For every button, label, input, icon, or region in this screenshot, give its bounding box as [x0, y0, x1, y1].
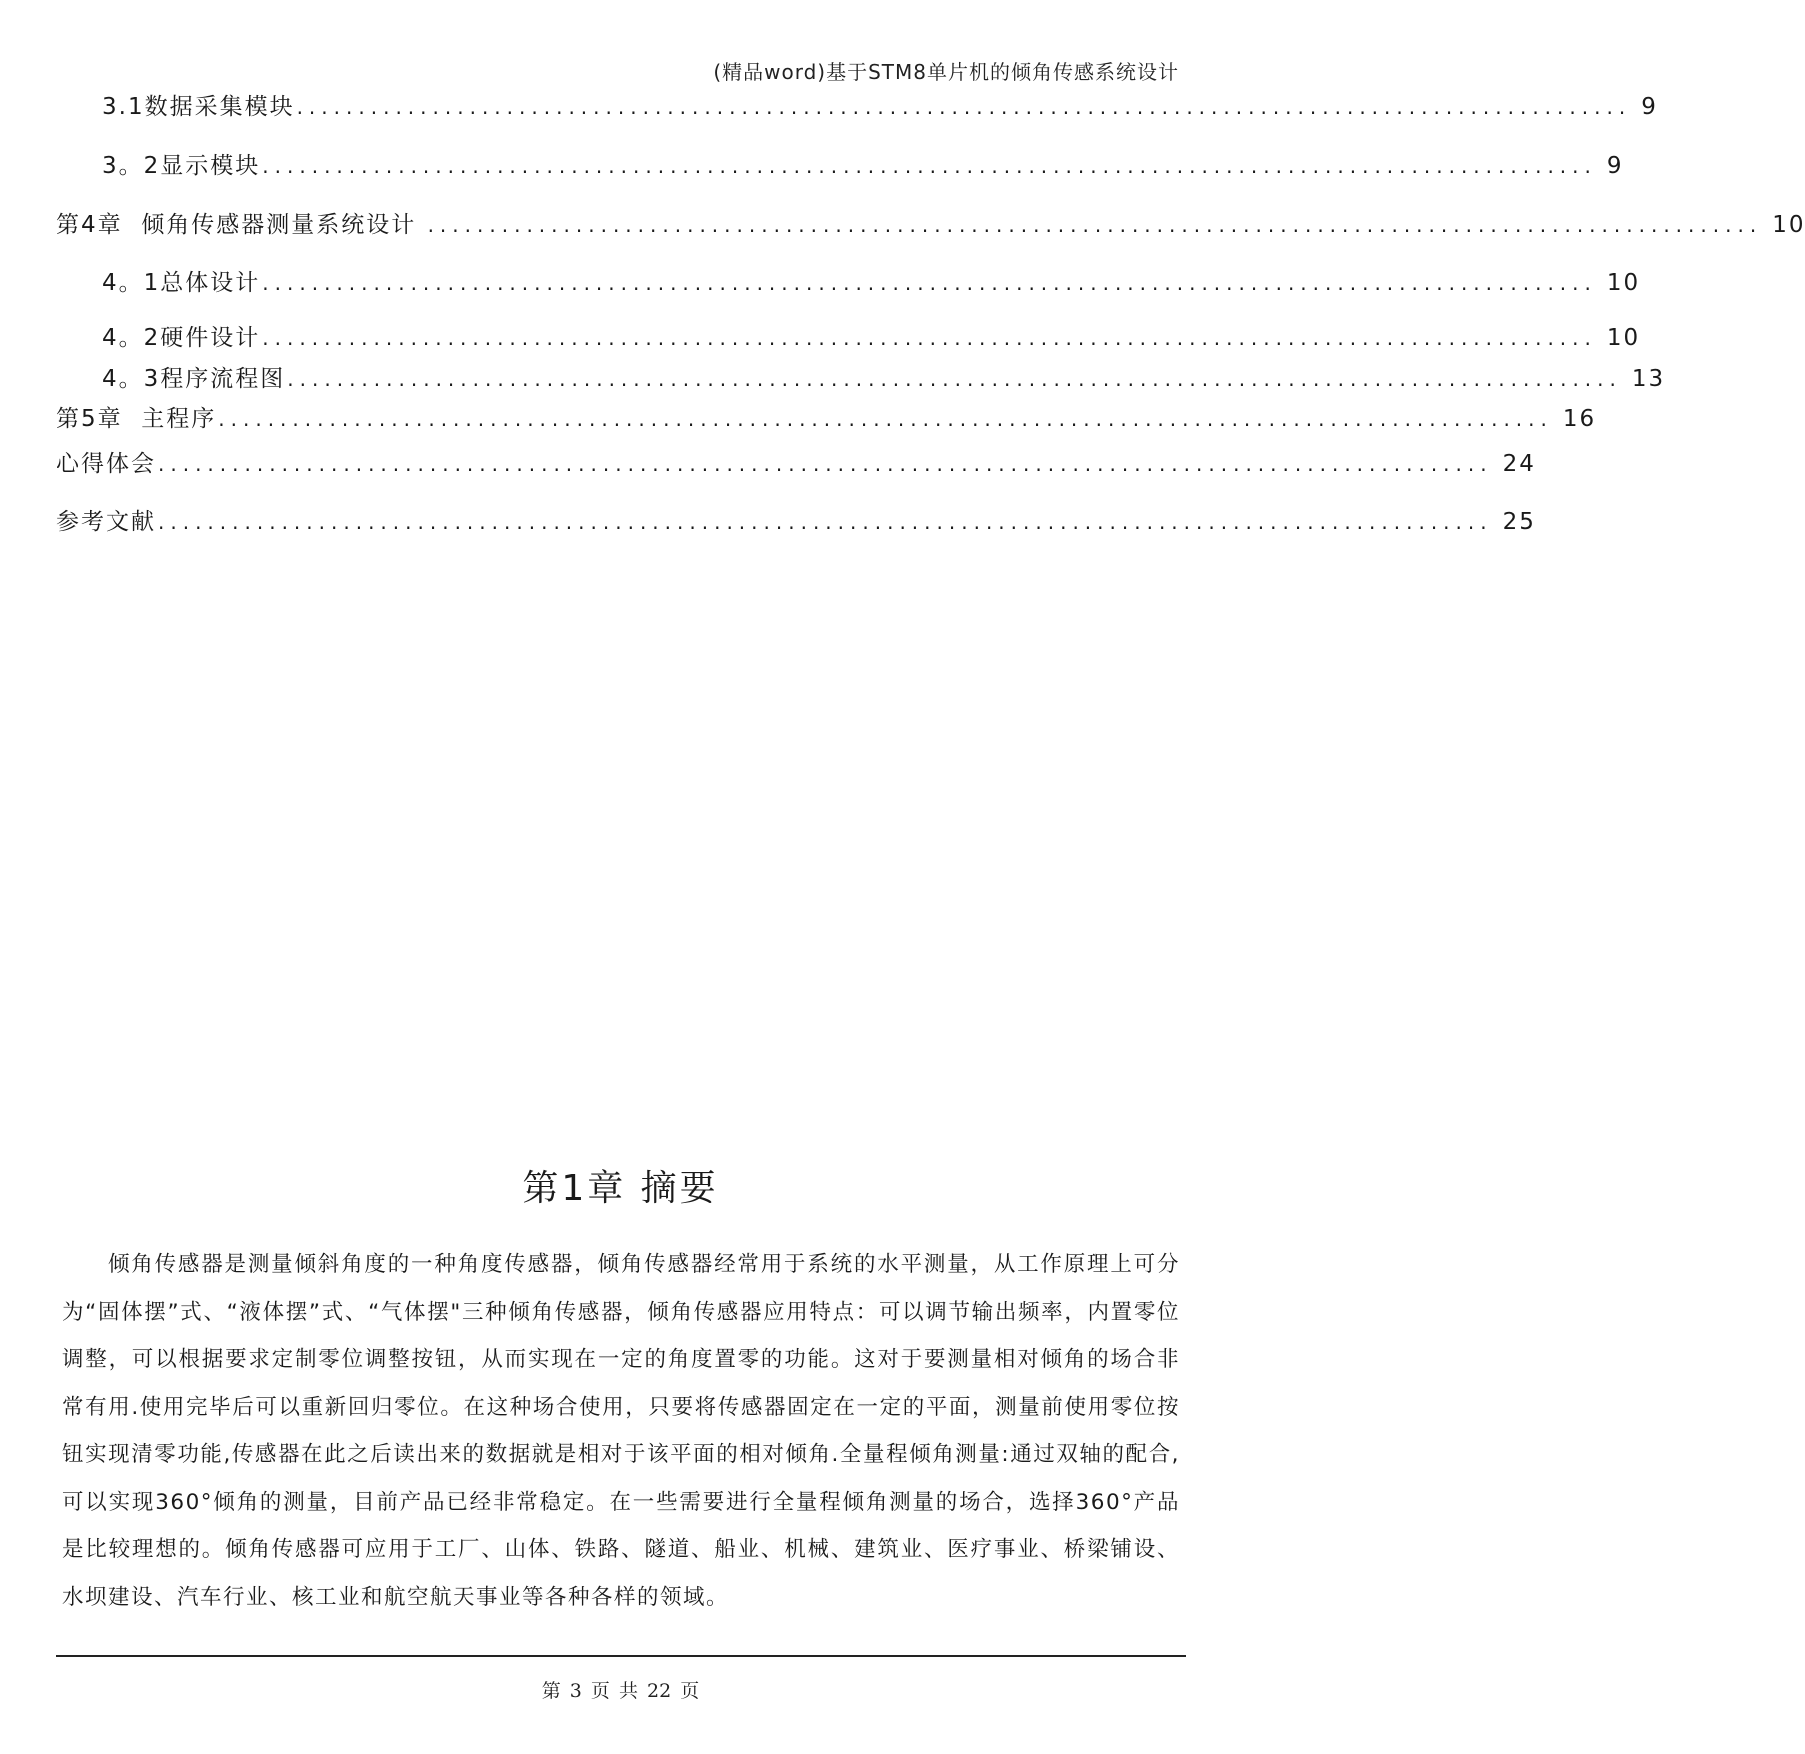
toc-leader-dots: ............................................................................................................: [296, 95, 1632, 119]
toc-entry-title: 4。3程序流程图: [102, 366, 286, 392]
toc-entry[interactable]: [102, 362, 1666, 396]
toc-entry-title: 4。1总体设计: [102, 270, 261, 296]
chapter-heading: 第1章 摘要: [522, 1168, 719, 1209]
toc-entry-title: 心得体会: [56, 451, 156, 477]
toc-leader-dots: ............................................................................................................: [427, 213, 1763, 237]
toc-leader-dots: ............................................................................................................: [262, 326, 1597, 350]
toc-entry-title: 第5章 主程序: [56, 406, 217, 432]
toc-entry[interactable]: [56, 402, 1597, 436]
toc-leader-dots: ............................................................................................................: [158, 452, 1493, 476]
toc-entry-page: 9: [1606, 153, 1624, 179]
toc-entry-page: 10: [1606, 270, 1641, 296]
toc-entry[interactable]: [56, 505, 1536, 539]
toc-entry-title: 3.1数据采集模块: [102, 94, 295, 120]
toc-entry-page: 10: [1772, 212, 1805, 238]
toc-leader-dots: ............................................................................................................: [218, 407, 1553, 431]
toc-leader-dots: ............................................................................................................: [262, 271, 1597, 295]
running-header: (精品word)基于STM8单片机的倾角传感系统设计: [713, 60, 1179, 84]
toc-entry-page: 24: [1502, 451, 1536, 477]
toc-entry-title: 参考文献: [56, 509, 156, 535]
toc-entry-title: 第4章 倾角传感器测量系统设计: [56, 212, 426, 238]
toc-entry-title: 4。2硬件设计: [102, 325, 261, 351]
abstract-paragraph: 倾角传感器是测量倾斜角度的一种角度传感器，倾角传感器经常用于系统的水平测量，从工作原理上可分为“固体摆”式、“液体摆”式、“气体摆"三种倾角传感器，倾角传感器应用特点：可以调节输出频率，内置零位调整，可以根据要求定制零位调整按钮，从而实现在一定的角度置零的功能。这对于要测量相对倾角的场合非常有用.使用完毕后可以重新回归零位。在这种场合使用，只要将传感器固定在一定的平面，测量前使用零位按钮实现清零功能,传感器在此之后读出来的数据就是相对于该平面的相对倾角.全量程倾角测量:通过双轴的配合,可以实现360°倾角的测量，目前产品已经非常稳定。在一些需要进行全量程倾角测量的场合，选择360°产品是比较理想的。倾角传感器可应用于工厂、山体、铁路、隧道、船业、机械、建筑业、医疗事业、桥梁铺设、水坝建设、汽车行业、核工业和航空航天事业等各种各样的领域。: [62, 1252, 1180, 1610]
toc-entry-page: 16: [1562, 406, 1597, 432]
toc-entry[interactable]: [102, 149, 1624, 183]
page-number-footer: 第 3 页 共 22 页: [541, 1680, 700, 1702]
toc-leader-dots: ............................................................................................................: [287, 367, 1622, 391]
toc-entry-page: 9: [1641, 94, 1658, 120]
toc-entry[interactable]: [102, 266, 1641, 300]
toc-entry[interactable]: [102, 321, 1641, 355]
toc-entry[interactable]: [56, 447, 1536, 481]
toc-leader-dots: ............................................................................................................: [262, 154, 1597, 178]
toc-entry-page: 10: [1606, 325, 1641, 351]
toc-entry-page: 13: [1631, 366, 1666, 392]
toc-entry[interactable]: [102, 90, 1658, 124]
toc-leader-dots: ............................................................................................................: [158, 510, 1493, 534]
toc-entry-page: 25: [1502, 509, 1536, 535]
footer-divider: [56, 1655, 1186, 1657]
toc-entry-title: 3。2显示模块: [102, 153, 261, 179]
toc-entry[interactable]: [56, 208, 1805, 242]
